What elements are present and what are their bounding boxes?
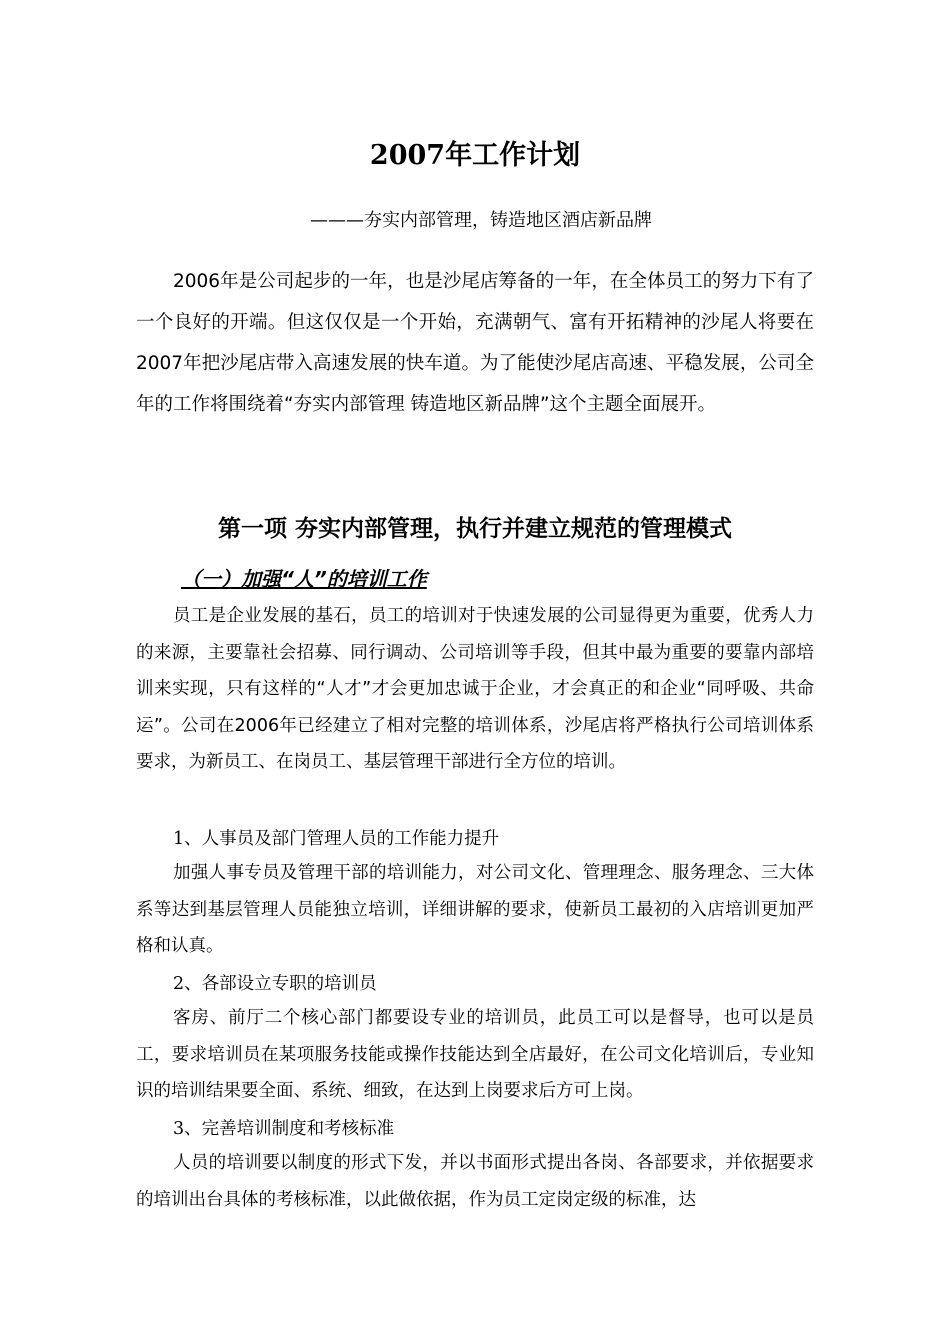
item-2-text: 客房、前厅二个核心部门都要设专业的培训员，此员工可以是督导，也可以是员工，要求培训员在某项服务技能或操作技能达到全店最好，在公司文化培训后，专业知识的培训结果要全面、系统、细致，在达到上岗要求后方可上岗。 <box>136 1008 814 1101</box>
section-heading: 第一项 夯实内部管理，执行并建立规范的管理模式 <box>217 516 732 542</box>
item-1-text: 加强人事专员及管理干部的培训能力，对公司文化、管理理念、服务理念、三大体系等达到基层管理人员能独立培训，详细讲解的要求，使新员工最初的入店培训更加严格和认真。 <box>136 863 814 956</box>
sub-heading: （一）加强“人”的培训工作 <box>181 567 427 591</box>
document-title: 2007年工作计划 <box>369 140 581 171</box>
item-2-title: 2、各部设立专职的培训员 <box>173 974 377 994</box>
item-3-title: 3、完善培训制度和考核标准 <box>173 1119 395 1139</box>
item-3-text: 人员的培训要以制度的形式下发，并以书面形式提出各岗、各部要求，并依据要求的培训出台具体的考核标准，以此做依据，作为员工定岗定级的标准，达 <box>136 1153 814 1210</box>
item-1-title: 1、人事员及部门管理人员的工作能力提升 <box>173 829 500 849</box>
training-paragraph: 员工是企业发展的基石，员工的培训对于快速发展的公司显得更为重要，优秀人力的来源，主要靠社会招募、同行调动、公司培训等手段，但其中最为重要的要靠内部培训来实现，只有这样的“人才”才会更加忠诚于企业，才会真正的和企业“同呼吸、共命运”。公司在2006年已经建立了相对完整的培训体系，沙尾店将严格执行公司培训体系要求，为新员工、在岗员工、基层管理干部进行全方位的培训。 <box>136 606 814 772</box>
document-subtitle: ———夯实内部管理，铸造地区酒店新品牌 <box>310 210 652 231</box>
intro-paragraph: 2006年是公司起步的一年，也是沙尾店筹备的一年，在全体员工的努力下有了一个良好的开端。但这仅仅是一个开始，充满朝气、富有开拓精神的沙尾人将要在2007年把沙尾店带入高速发展的快车道。为了能使沙尾店高速、平稳发展，公司全年的工作将围绕着“夯实内部管理 铸造地区新品牌”这个主题全面展开。 <box>136 271 814 415</box>
